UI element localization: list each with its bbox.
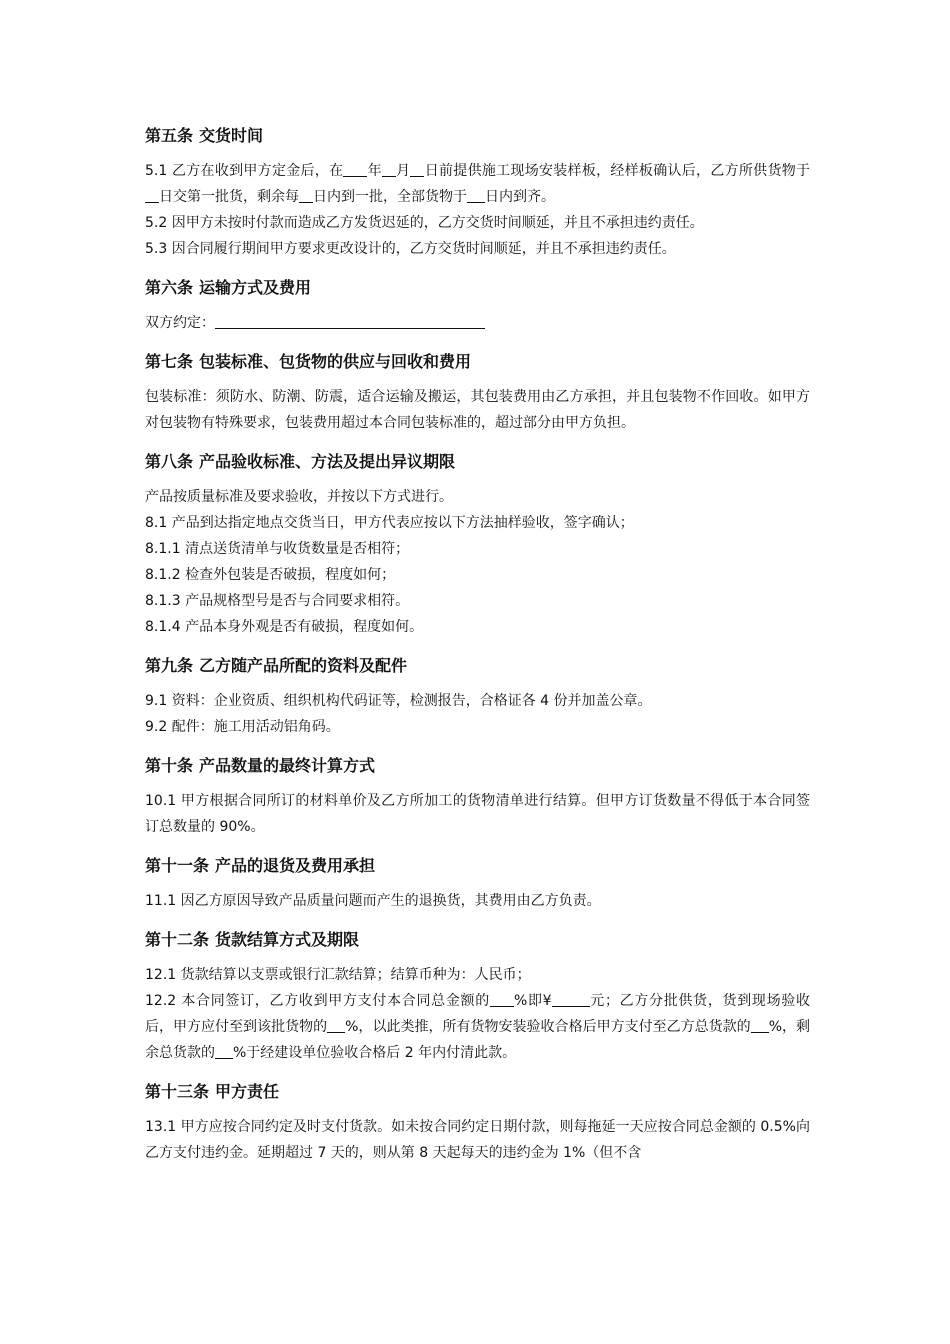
section-title: 货款结算方式及期限 [215,930,360,949]
transport-agreement: 双方约定： [145,310,810,336]
blank-line [410,161,424,177]
section-heading [145,854,810,878]
section-heading [145,276,810,300]
packaging-standard: 包装标准：须防水、防潮、防震，适合运输及搬运，其包装费用由乙方承担，并且包装物不作回收。如甲方对包装物有特殊要求，包装费用超过本合同包装标准的，超过部分由甲方负担。 [145,389,810,431]
clause-12-1: 12.1 货款结算以支票或银行汇款结算；结算币种为：人民币； [145,967,531,983]
clause-8-1-2: 8.1.2 检查外包装是否破损，程度如何； [145,567,396,583]
section-9 [145,654,810,740]
section-11 [145,854,810,914]
clause-13-1: 13.1 甲方应按合同约定及时支付货款。如未按合同约定日期付款，则每拖延一天应按合同总金额的 0.5%向乙方支付违约金。延期超过 7 天的，则从第 8 天起每天的违约金为 1%（但不含 [145,1119,810,1161]
blank-line [382,161,396,177]
clause-8-1-1: 8.1.1 清点送货清单与收货数量是否相符； [145,541,410,557]
section-heading [145,124,810,148]
blank-line [215,313,485,329]
section-title: 甲方责任 [215,1082,280,1101]
section-title: 产品验收标准、方法及提出异议期限 [199,452,456,471]
section-heading [145,654,810,678]
section-number: 第九条 [145,656,194,675]
section-title: 产品数量的最终计算方式 [199,756,376,775]
blank-line [299,187,313,203]
section-13 [145,1080,810,1166]
section-number: 第十三条 [145,1082,210,1101]
clause-8-1-4: 8.1.4 产品本身外观是否有破损，程度如何。 [145,619,424,635]
section-number: 第七条 [145,352,194,371]
clause-12-2: 12.2 本合同签订，乙方收到甲方支付本合同总金额的 %即¥ 元；乙方分批供货，货到现场验收后，甲方应付至到该批货物的 %，以此类推，所有货物安装验收合格后甲方支付至乙方总货款的 %，剩余总货款的 %于经建设单位验收合格后 2 年内付清此款。 [145,993,811,1061]
section-10 [145,754,810,840]
section-title: 乙方随产品所配的资料及配件 [199,656,408,675]
section-heading [145,450,810,474]
blank-line [145,187,159,203]
blank-line [751,1017,769,1033]
clause-8-1: 8.1 产品到达指定地点交货当日，甲方代表应按以下方法抽样验收，签字确认； [145,515,634,531]
section-12 [145,928,810,1066]
section-title: 交货时间 [199,126,264,145]
section-title: 产品的退货及费用承担 [215,856,376,875]
clause-9-1: 9.1 资料：企业资质、组织机构代码证等，检测报告，合格证各 4 份并加盖公章。 [145,693,652,709]
blank-line [327,1017,345,1033]
section-number: 第五条 [145,126,194,145]
section-7 [145,350,810,436]
section-number: 第六条 [145,278,194,297]
clause-9-2: 9.2 配件：施工用活动铝角码。 [145,719,340,735]
blank-line [552,991,590,1007]
clause-5-3: 5.3 因合同履行期间甲方要求更改设计的，乙方交货时间顺延，并且不承担违约责任。 [145,241,676,257]
section-title: 运输方式及费用 [199,278,312,297]
section-8 [145,450,810,640]
clause-11-1: 11.1 因乙方原因导致产品质量问题而产生的退换货，其费用由乙方负责。 [145,893,601,909]
clause-5-2: 5.2 因甲方未按时付款而造成乙方发货迟延的，乙方交货时间顺延，并且不承担违约责任。 [145,215,704,231]
blank-line [490,991,514,1007]
clause-5-1: 5.1 乙方在收到甲方定金后，在 年 月 日前提供施工现场安装样板，经样板确认后，乙方所供货物于日交第一批货，剩余每 日内到一批，全部货物于 日内到齐。 [145,163,811,205]
section-number: 第十条 [145,756,194,775]
clause-10-1: 10.1 甲方根据合同所订的材料单价及乙方所加工的货物清单进行结算。但甲方订货数量不得低于本合同签订总数量的 90%。 [145,793,810,835]
section-number: 第八条 [145,452,194,471]
blank-line [343,161,367,177]
section-heading [145,754,810,778]
clause-8-intro: 产品按质量标准及要求验收，并按以下方式进行。 [145,489,453,505]
section-heading [145,1080,810,1104]
section-5 [145,124,810,262]
section-number: 第十一条 [145,856,210,875]
blank-line [467,187,485,203]
section-6 [145,276,810,336]
section-number: 第十二条 [145,930,210,949]
clause-8-1-3: 8.1.3 产品规格型号是否与合同要求相符。 [145,593,410,609]
blank-line [215,1043,233,1059]
section-title: 包装标准、包货物的供应与回收和费用 [199,352,472,371]
section-heading [145,928,810,952]
section-heading [145,350,810,374]
